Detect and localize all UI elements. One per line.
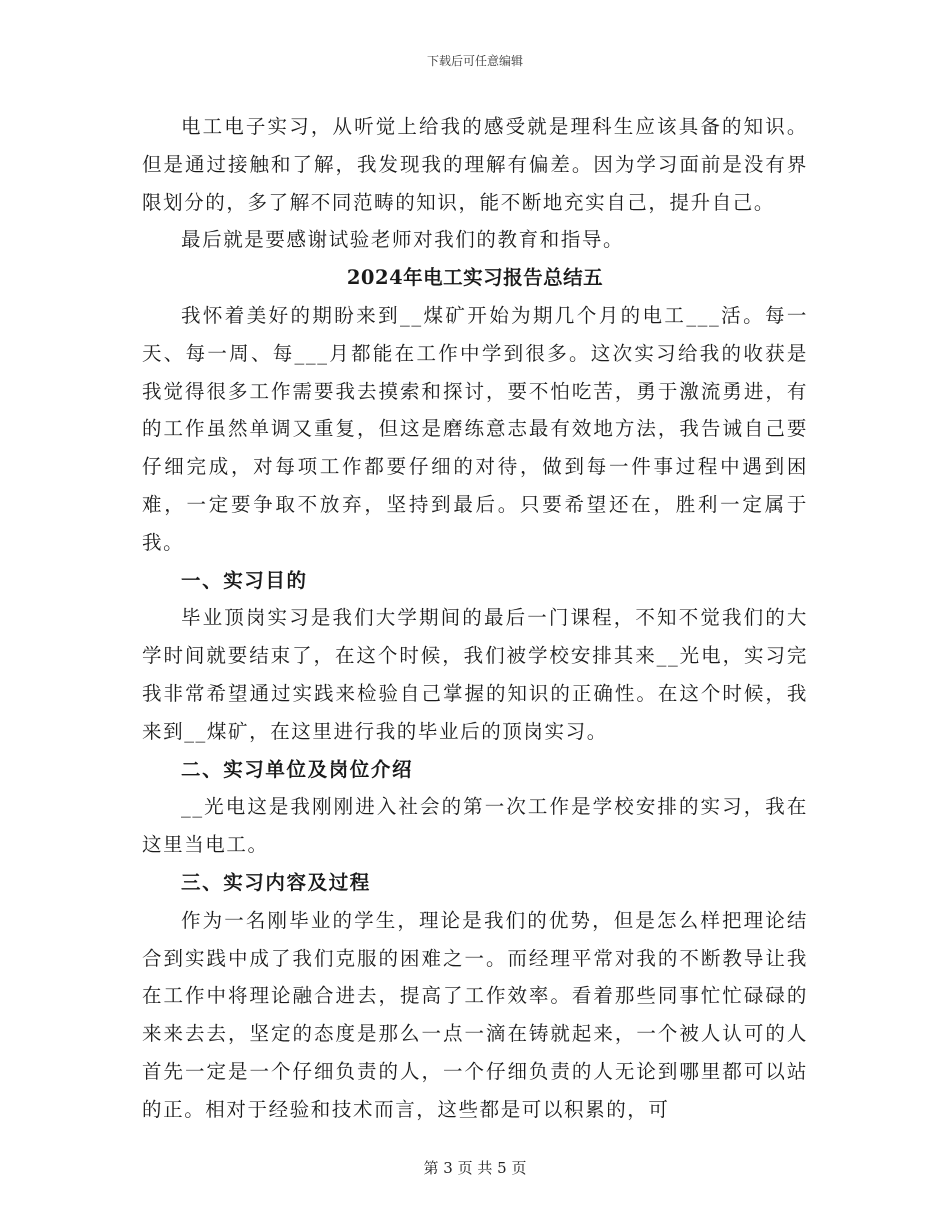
section-title: 2024年电工实习报告总结五 <box>346 266 604 290</box>
paragraph: 作为一名刚毕业的学生，理论是我们的优势，但是怎么样把理论结合到实践中成了我们克服的困难之一。而经理平常对我的不断教导让我在工作中将理论融合进去，提高了工作效率。看着那些同事忙忙碌碌的来来去去，坚定的态度是那么一点一滴在铸就起来，一个被人认可的人首先一定是一个仔细负责的人，一个仔细负责的人无论到哪里都可以站的正。相对于经验和技术而言，这些都是可以积累的，可 <box>142 908 808 1121</box>
document-body <box>142 108 808 1129</box>
paragraph: 我怀着美好的期盼来到__煤矿开始为期几个月的电工___活。每一天、每一周、每___月都能在工作中学到很多。这次实习给我的收获是我觉得很多工作需要我去摸索和探讨，要不怕吃苦，勇于激流勇进，有的工作虽然单调又重复，但这是磨练意志最有效地方法，我告诫自己要仔细完成，对每项工作都要仔细的对待，做到每一件事过程中遇到困难，一定要争取不放弃，坚持到最后。只要希望还在，胜利一定属于我。 <box>142 303 808 554</box>
page-header: 下载后可任意编辑 <box>426 54 523 68</box>
paragraph: 电工电子实习，从听觉上给我的感受就是理科生应该具备的知识。但是通过接触和了解，我发现我的理解有偏差。因为学习面前是没有界限划分的，多了解不同范畴的知识，能不断地充实自己，提升自己。 <box>142 115 808 214</box>
paragraph: __光电这是我刚刚进入社会的第一次工作是学校安排的实习，我在这里当电工。 <box>142 795 808 857</box>
section-heading: 一、实习目的 <box>181 568 308 592</box>
paragraph: 毕业顶岗实习是我们大学期间的最后一门课程，不知不觉我们的大学时间就要结束了，在这个时候，我们被学校安排其来__光电，实习完我非常希望通过实践来检验自己掌握的知识的正确性。在这个时候，我来到__煤矿，在这里进行我的毕业后的顶岗实习。 <box>142 606 808 743</box>
section-heading: 二、实习单位及岗位介绍 <box>181 757 414 781</box>
section-heading: 三、实习内容及过程 <box>181 870 371 894</box>
paragraph: 最后就是要感谢试验老师对我们的教育和指导。 <box>181 228 625 252</box>
page-number: 第 3 页 共 5 页 <box>423 1159 527 1177</box>
